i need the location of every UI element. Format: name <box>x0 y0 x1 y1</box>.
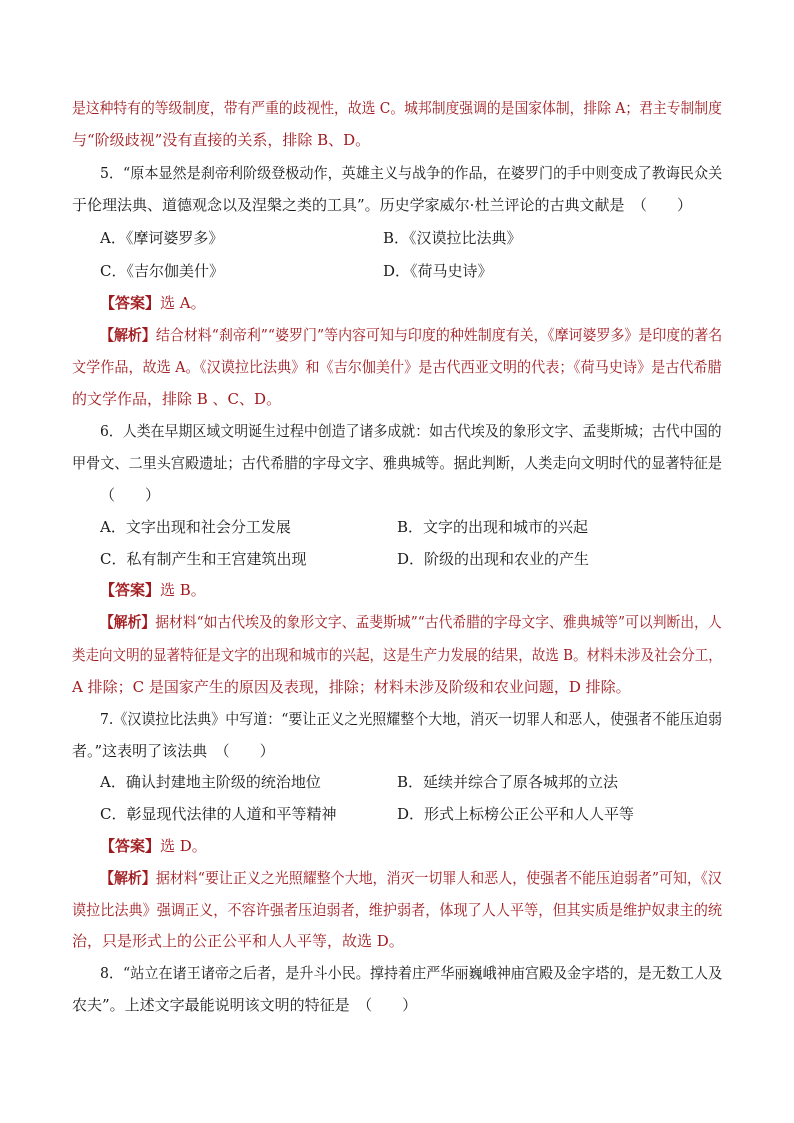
analysis-tag: 【解析】 <box>100 869 156 887</box>
q5-option-b: B．《汉谟拉比法典》 <box>383 229 522 247</box>
q5-option-a: A．《摩诃婆罗多》 <box>100 229 224 247</box>
answer-text: 选 A。 <box>160 294 206 312</box>
analysis-text: 据材料“如古代埃及的象形文字、孟斐斯城”“古代希腊的字母文字、雅典城等”可以判断出，人 <box>155 613 722 631</box>
q7-analysis-line-1 <box>100 868 722 888</box>
q5-option-c: C．《吉尔伽美什》 <box>100 262 224 280</box>
q5-stem-line-1: 5．“原本显然是刹帝利阶级登极动作，英雄主义与战争的作品，在婆罗门的手中则变成了教诲民众关 <box>100 164 723 182</box>
q6-option-a: A．文字出现和社会分工发展 <box>100 518 291 536</box>
q8-stem-line-2: 农夫”。上述文字最能说明该文明的特征是 （ ） <box>72 996 418 1014</box>
q7-answer <box>100 836 207 856</box>
q5-analysis-line-3: 的文学作品，排除 B 、C、D。 <box>72 390 282 408</box>
q8-stem-line-1: 8．“站立在诸王诸帝之后者，是升斗小民。撑持着庄严华丽巍峨神庙宫殿及金字塔的，是无数工人及 <box>100 964 723 982</box>
q7-stem-line-2: 者。”这表明了该法典 （ ） <box>72 742 275 760</box>
q6-analysis-line-3: A 排除；C 是国家产生的原因及表现，排除；材料未涉及阶级和农业问题，D 排除。 <box>72 678 631 696</box>
q6-answer <box>100 580 206 600</box>
q7-analysis-line-3: 治，只是形式上的公正公平和人人平等，故选 D。 <box>72 932 404 950</box>
q6-option-c: C．私有制产生和王宫建筑出现 <box>100 550 307 568</box>
prev-analysis-line-1: 是这种特有的等级制度，带有严重的歧视性，故选 C。城邦制度强调的是国家体制，排除 A；君主专制制度 <box>72 99 722 117</box>
analysis-text: 结合材料“刹帝利”“婆罗门”等内容可知与印度的种姓制度有关，《摩诃婆罗多》是印度的著名 <box>155 326 723 344</box>
q7-analysis-line-2: 谟拉比法典》强调正义，不容许强者压迫弱者，维护弱者，体现了人人平等，但其实质是维护奴隶主的统 <box>72 901 723 919</box>
analysis-tag: 【解析】 <box>100 326 156 344</box>
q5-analysis-line-2: 文学作品，故选 A。《汉谟拉比法典》和《吉尔伽美什》是古代西亚文明的代表；《荷马史诗》是古代希腊 <box>72 358 722 376</box>
answer-tag: 【答案】 <box>100 581 161 599</box>
q5-option-d: D．《荷马史诗》 <box>383 262 493 280</box>
q7-option-a: A．确认封建地主阶级的统治地位 <box>100 773 321 791</box>
q7-option-c: C．彰显现代法律的人道和平等精神 <box>100 805 337 823</box>
analysis-tag: 【解析】 <box>100 613 156 631</box>
q5-stem-line-2: 于伦理法典、道德观念以及涅槃之类的工具”。历史学家威尔·杜兰评论的古典文献是 （ ） <box>72 196 692 214</box>
q6-option-d: D．阶级的出现和农业的产生 <box>397 550 590 568</box>
q6-stem-line-2: 甲骨文、二里头宫殿遗址；古代希腊的字母文字、雅典城等。据此判断，人类走向文明时代的显著特征是 <box>72 454 723 472</box>
q6-analysis-line-1 <box>100 612 722 632</box>
answer-tag: 【答案】 <box>100 294 161 312</box>
prev-analysis-line-2: 与“阶级歧视”没有直接的关系，排除 B、D。 <box>72 131 371 149</box>
q7-option-b: B．延续并综合了原各城邦的立法 <box>397 773 619 791</box>
q7-option-d: D．形式上标榜公正公平和人人平等 <box>397 805 635 823</box>
answer-text: 选 B。 <box>160 581 206 599</box>
q6-option-b: B．文字的出现和城市的兴起 <box>397 518 589 536</box>
analysis-text: 据材料“要让正义之光照耀整个大地，消灭一切罪人和恶人，使强者不能压迫弱者”可知，《汉 <box>155 869 722 887</box>
q6-analysis-line-2: 类走向文明的显著特征是文字的出现和城市的兴起，这是生产力发展的结果，故选 B。材料未涉及社会分工， <box>72 646 722 664</box>
q6-stem-line-3: （ ） <box>100 486 161 504</box>
q7-stem-line-1: 7.《汉谟拉比法典》中写道：“要让正义之光照耀整个大地，消灭一切罪人和恶人，使强者不能压迫弱 <box>100 710 722 728</box>
answer-tag: 【答案】 <box>100 837 161 855</box>
answer-text: 选 D。 <box>160 837 207 855</box>
q5-analysis-line-1 <box>100 325 722 345</box>
q6-stem-line-1: 6．人类在早期区域文明诞生过程中创造了诸多成就：如古代埃及的象形文字、孟斐斯城；古代中国的 <box>100 422 722 440</box>
q5-answer <box>100 293 206 313</box>
